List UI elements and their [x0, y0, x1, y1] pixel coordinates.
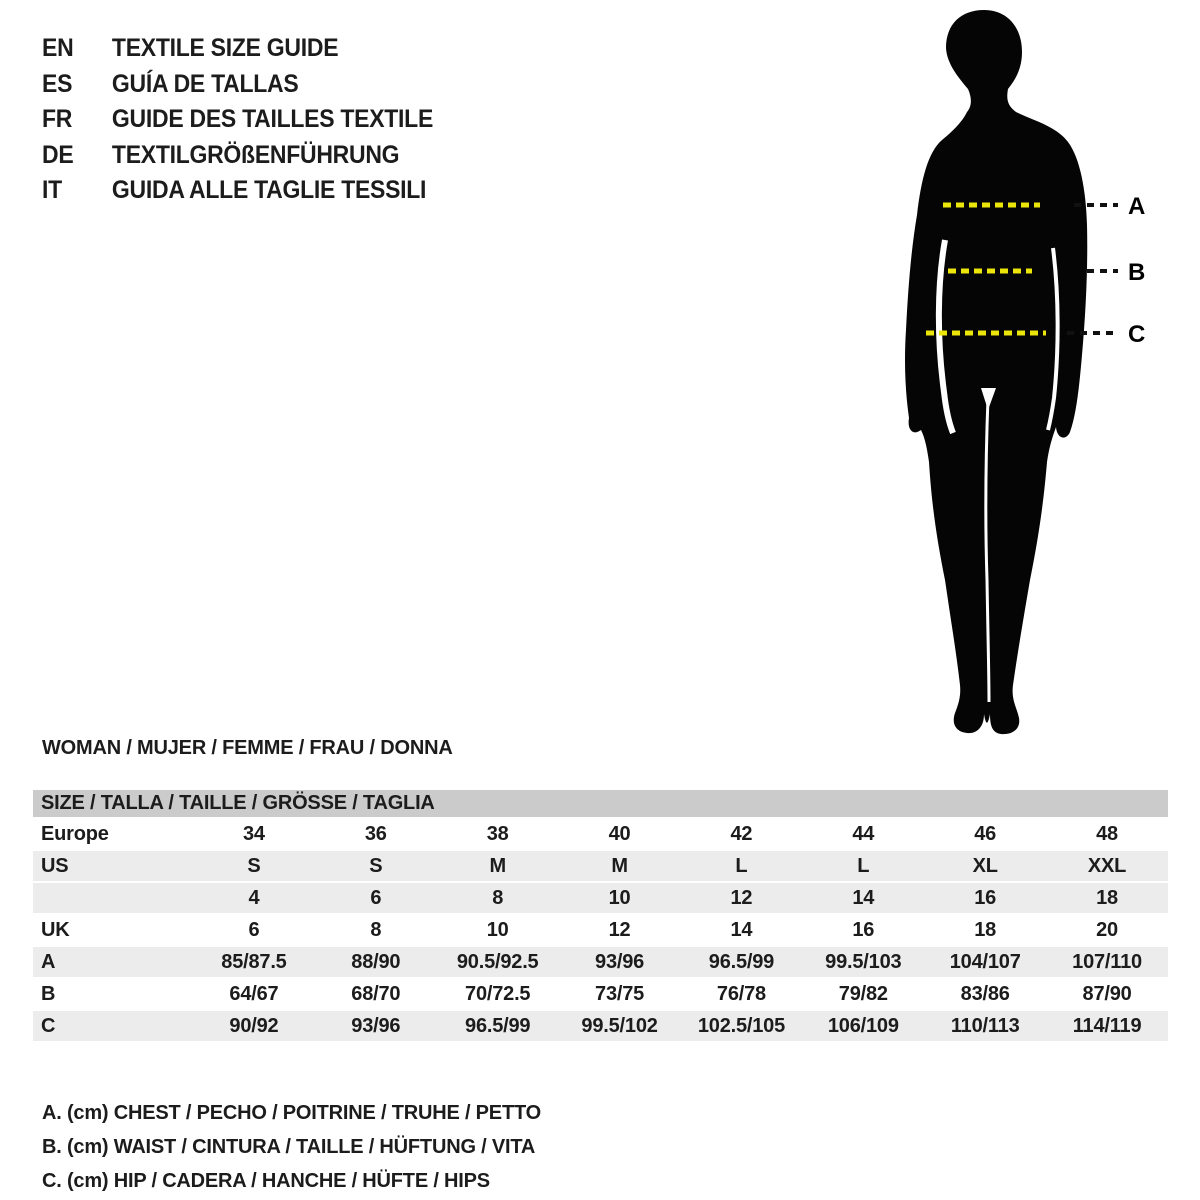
size-cell: 90.5/92.5: [456, 951, 539, 973]
language-row: [42, 102, 433, 138]
language-row: [42, 138, 433, 174]
language-title-list: [42, 31, 433, 209]
size-cell: 88/90: [351, 951, 401, 973]
table-row: [33, 819, 1168, 849]
size-cell: S: [369, 855, 383, 877]
language-row: [42, 31, 433, 67]
size-cell: 16: [852, 919, 875, 941]
size-cell: 44: [852, 823, 875, 845]
size-table-header: SIZE / TALLA / TAILLE / GRÖSSE / TAGLIA: [33, 790, 1168, 817]
size-cell: 46: [974, 823, 997, 845]
size-cell: 14: [730, 919, 753, 941]
size-cell: 85/87.5: [221, 951, 287, 973]
size-cell: 110/113: [950, 1015, 1020, 1037]
size-cell: 93/96: [351, 1015, 401, 1037]
hip-label: C: [1128, 321, 1146, 348]
legend-line-chest: A. (cm) CHEST / PECHO / POITRINE / TRUHE / PETTO: [42, 1102, 541, 1124]
size-cell: 6: [248, 919, 260, 941]
legend-line-hip: C. (cm) HIP / CADERA / HANCHE / HÜFTE / HIPS: [42, 1170, 490, 1192]
size-cell: 14: [852, 887, 875, 909]
size-cell: 76/78: [716, 983, 766, 1005]
language-code: ES: [42, 69, 73, 98]
size-cell: 99.5/103: [825, 951, 902, 973]
size-table: [33, 790, 1168, 1043]
size-cell: 102.5/105: [697, 1015, 786, 1037]
size-cell: 99.5/102: [581, 1015, 658, 1037]
legend-line-waist: B. (cm) WAIST / CINTURA / TAILLE / HÜFTUNG / VITA: [42, 1136, 536, 1158]
row-label: Europe: [41, 823, 109, 845]
row-label: UK: [41, 919, 70, 941]
size-cell: 106/109: [827, 1015, 899, 1037]
table-row: [33, 915, 1168, 945]
size-cell: 104/107: [949, 951, 1021, 973]
size-cell: XXL: [1087, 855, 1127, 877]
guide-title: TEXTILE SIZE GUIDE: [111, 34, 339, 62]
measurement-legend: [42, 1096, 541, 1198]
size-cell: 79/82: [838, 983, 888, 1005]
table-row: [33, 851, 1168, 881]
row-label: C: [41, 1015, 56, 1037]
size-cell: 8: [370, 919, 382, 941]
size-cell: 18: [974, 919, 997, 941]
size-cell: 6: [370, 887, 382, 909]
size-cell: 36: [364, 823, 387, 845]
size-cell: 4: [248, 887, 260, 909]
table-row: [33, 979, 1168, 1009]
size-cell: 114/119: [1072, 1015, 1142, 1037]
guide-title: GUIDE DES TAILLES TEXTILE: [111, 105, 434, 133]
size-cell: M: [489, 855, 506, 877]
guide-title: TEXTILGRÖßENFÜHRUNG: [111, 140, 400, 169]
section-title-woman: WOMAN / MUJER / FEMME / FRAU / DONNA: [42, 737, 453, 759]
row-label: US: [41, 855, 69, 877]
size-cell: L: [857, 855, 870, 877]
size-cell: 64/67: [229, 983, 279, 1005]
guide-title: GUÍA DE TALLAS: [111, 69, 299, 98]
size-cell: 8: [492, 887, 504, 909]
language-row: [42, 173, 433, 209]
size-cell: 20: [1096, 919, 1118, 941]
row-label: [33, 883, 193, 913]
size-cell: 96.5/99: [465, 1015, 531, 1037]
size-cell: 48: [1096, 823, 1118, 845]
size-cell: 38: [486, 823, 509, 845]
size-cell: 96.5/99: [708, 951, 775, 973]
language-code: FR: [42, 105, 73, 133]
size-cell: 12: [608, 919, 631, 941]
row-label: A: [41, 951, 56, 973]
table-row: [33, 947, 1168, 977]
language-row: [42, 67, 433, 103]
size-cell: M: [611, 855, 628, 877]
size-cell: L: [735, 855, 748, 877]
size-cell: 73/75: [595, 983, 645, 1005]
size-cell: 68/70: [351, 983, 401, 1005]
size-cell: 70/72.5: [465, 983, 531, 1005]
size-cell: 83/86: [960, 983, 1010, 1005]
woman-silhouette-figure: [860, 0, 1160, 740]
waist-label: B: [1128, 259, 1146, 286]
language-code: EN: [42, 34, 74, 62]
table-row: [33, 1011, 1168, 1041]
size-cell: 40: [608, 823, 631, 845]
size-cell: S: [247, 855, 261, 877]
size-cell: 10: [608, 887, 631, 909]
guide-title: GUIDA ALLE TAGLIE TESSILI: [111, 176, 427, 204]
size-cell: 90/92: [229, 1015, 279, 1037]
size-cell: 107/110: [1072, 951, 1142, 973]
woman-silhouette: [905, 10, 1087, 734]
size-cell: 12: [730, 887, 753, 909]
size-cell: 10: [486, 919, 509, 941]
language-code: IT: [42, 176, 62, 204]
size-cell: XL: [972, 855, 998, 877]
size-table-body: [33, 819, 1168, 1041]
size-cell: 34: [243, 823, 265, 845]
table-row: [33, 883, 1168, 913]
size-cell: 87/90: [1082, 983, 1132, 1005]
chest-label: A: [1128, 193, 1146, 220]
size-cell: 16: [974, 887, 997, 909]
row-label: B: [41, 983, 56, 1005]
language-code: DE: [42, 140, 74, 169]
size-cell: 42: [730, 823, 753, 845]
size-cell: 93/96: [595, 951, 645, 973]
size-cell: 18: [1096, 887, 1118, 909]
